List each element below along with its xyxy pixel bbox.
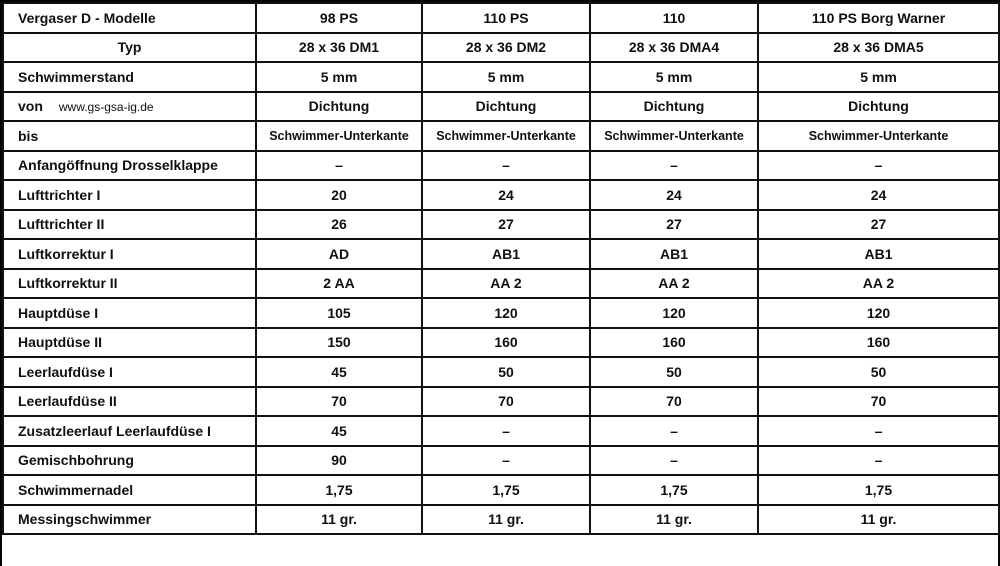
table-row <box>3 446 999 476</box>
table-cell: – <box>422 151 590 181</box>
table-row <box>3 357 999 387</box>
row-label: Luftkorrektur II <box>3 269 256 299</box>
table-cell: – <box>422 416 590 446</box>
table-cell: 24 <box>758 180 999 210</box>
table-cell: 105 <box>256 298 422 328</box>
table-cell: 5 mm <box>422 62 590 92</box>
table-cell: 5 mm <box>758 62 999 92</box>
row-label: Leerlaufdüse I <box>3 357 256 387</box>
table-cell: 45 <box>256 357 422 387</box>
row-label: Anfangöffnung Drosselklappe <box>3 151 256 181</box>
table-cell: Dichtung <box>590 92 758 122</box>
table-cell: 70 <box>590 387 758 417</box>
row-label: Schwimmernadel <box>3 475 256 505</box>
table-cell: Dichtung <box>758 92 999 122</box>
table-row <box>3 269 999 299</box>
table-cell: 24 <box>422 180 590 210</box>
table-cell: – <box>422 446 590 476</box>
carburetor-spec-sheet <box>2 2 998 566</box>
table-cell: Dichtung <box>256 92 422 122</box>
table-cell: 120 <box>758 298 999 328</box>
table-row <box>3 328 999 358</box>
row-label: Hauptdüse II <box>3 328 256 358</box>
table-cell: 5 mm <box>590 62 758 92</box>
table-cell: 27 <box>758 210 999 240</box>
table-cell: 50 <box>590 357 758 387</box>
table-cell: 120 <box>422 298 590 328</box>
carburetor-spec-table <box>2 2 1000 535</box>
table-cell: AB1 <box>590 239 758 269</box>
table-row <box>3 475 999 505</box>
table-cell: Schwimmer-Unterkante <box>256 121 422 151</box>
table-cell: Schwimmer-Unterkante <box>758 121 999 151</box>
table-cell: – <box>590 416 758 446</box>
table-row <box>3 416 999 446</box>
table-cell: Dichtung <box>422 92 590 122</box>
table-row <box>3 92 999 122</box>
table-cell: AD <box>256 239 422 269</box>
table-cell: AA 2 <box>422 269 590 299</box>
row-label: bis <box>3 121 256 151</box>
table-cell: 27 <box>590 210 758 240</box>
table-cell: 90 <box>256 446 422 476</box>
table-cell: – <box>758 446 999 476</box>
table-cell: 20 <box>256 180 422 210</box>
row-label: Schwimmerstand <box>3 62 256 92</box>
table-cell: Schwimmer-Unterkante <box>590 121 758 151</box>
row-label: Typ <box>3 33 256 63</box>
table-cell: 26 <box>256 210 422 240</box>
column-header: 110 <box>590 3 758 33</box>
column-header: 110 PS Borg Warner <box>758 3 999 33</box>
table-cell: 50 <box>422 357 590 387</box>
table-cell: 11 gr. <box>758 505 999 535</box>
table-cell: 11 gr. <box>422 505 590 535</box>
table-cell: 28 x 36 DM1 <box>256 33 422 63</box>
table-cell: 11 gr. <box>590 505 758 535</box>
table-cell: 1,75 <box>422 475 590 505</box>
table-cell: AA 2 <box>590 269 758 299</box>
table-cell: 160 <box>422 328 590 358</box>
table-row <box>3 505 999 535</box>
table-cell: AB1 <box>422 239 590 269</box>
table-cell: – <box>590 446 758 476</box>
table-cell: 120 <box>590 298 758 328</box>
header-label: Vergaser D - Modelle <box>3 3 256 33</box>
table-cell: 27 <box>422 210 590 240</box>
table-cell: 1,75 <box>590 475 758 505</box>
row-label: Zusatzleerlauf Leerlaufdüse I <box>3 416 256 446</box>
table-cell: 28 x 36 DMA5 <box>758 33 999 63</box>
table-cell: Schwimmer-Unterkante <box>422 121 590 151</box>
table-cell: – <box>758 151 999 181</box>
row-label: Hauptdüse I <box>3 298 256 328</box>
table-cell: – <box>758 416 999 446</box>
table-cell: AB1 <box>758 239 999 269</box>
table-cell: 1,75 <box>758 475 999 505</box>
table-cell: 28 x 36 DM2 <box>422 33 590 63</box>
table-cell: 24 <box>590 180 758 210</box>
table-cell: – <box>590 151 758 181</box>
table-row <box>3 210 999 240</box>
table-row <box>3 239 999 269</box>
table-cell: 70 <box>758 387 999 417</box>
table-cell: 50 <box>758 357 999 387</box>
row-label: von <box>18 98 43 115</box>
row-label: Luftkorrektur I <box>3 239 256 269</box>
type-row <box>3 33 999 63</box>
table-cell: 28 x 36 DMA4 <box>590 33 758 63</box>
table-cell: 45 <box>256 416 422 446</box>
row-label: Messingschwimmer <box>3 505 256 535</box>
table-cell: 2 AA <box>256 269 422 299</box>
column-header: 98 PS <box>256 3 422 33</box>
table-cell: 70 <box>422 387 590 417</box>
table-row <box>3 298 999 328</box>
table-row <box>3 151 999 181</box>
header-row <box>3 3 999 33</box>
table-cell: 150 <box>256 328 422 358</box>
column-header: 110 PS <box>422 3 590 33</box>
row-label: Lufttrichter II <box>3 210 256 240</box>
table-cell: 5 mm <box>256 62 422 92</box>
table-row <box>3 121 999 151</box>
row-label-cell <box>3 92 256 122</box>
table-cell: AA 2 <box>758 269 999 299</box>
table-row <box>3 387 999 417</box>
table-cell: 70 <box>256 387 422 417</box>
table-cell: 1,75 <box>256 475 422 505</box>
table-cell: 160 <box>590 328 758 358</box>
table-cell: 160 <box>758 328 999 358</box>
row-label: Leerlaufdüse II <box>3 387 256 417</box>
row-label: Lufttrichter I <box>3 180 256 210</box>
table-cell: – <box>256 151 422 181</box>
table-row <box>3 62 999 92</box>
table-cell: 11 gr. <box>256 505 422 535</box>
table-row <box>3 180 999 210</box>
row-label: Gemischbohrung <box>3 446 256 476</box>
watermark-text: www.gs-gsa-ig.de <box>58 100 154 115</box>
